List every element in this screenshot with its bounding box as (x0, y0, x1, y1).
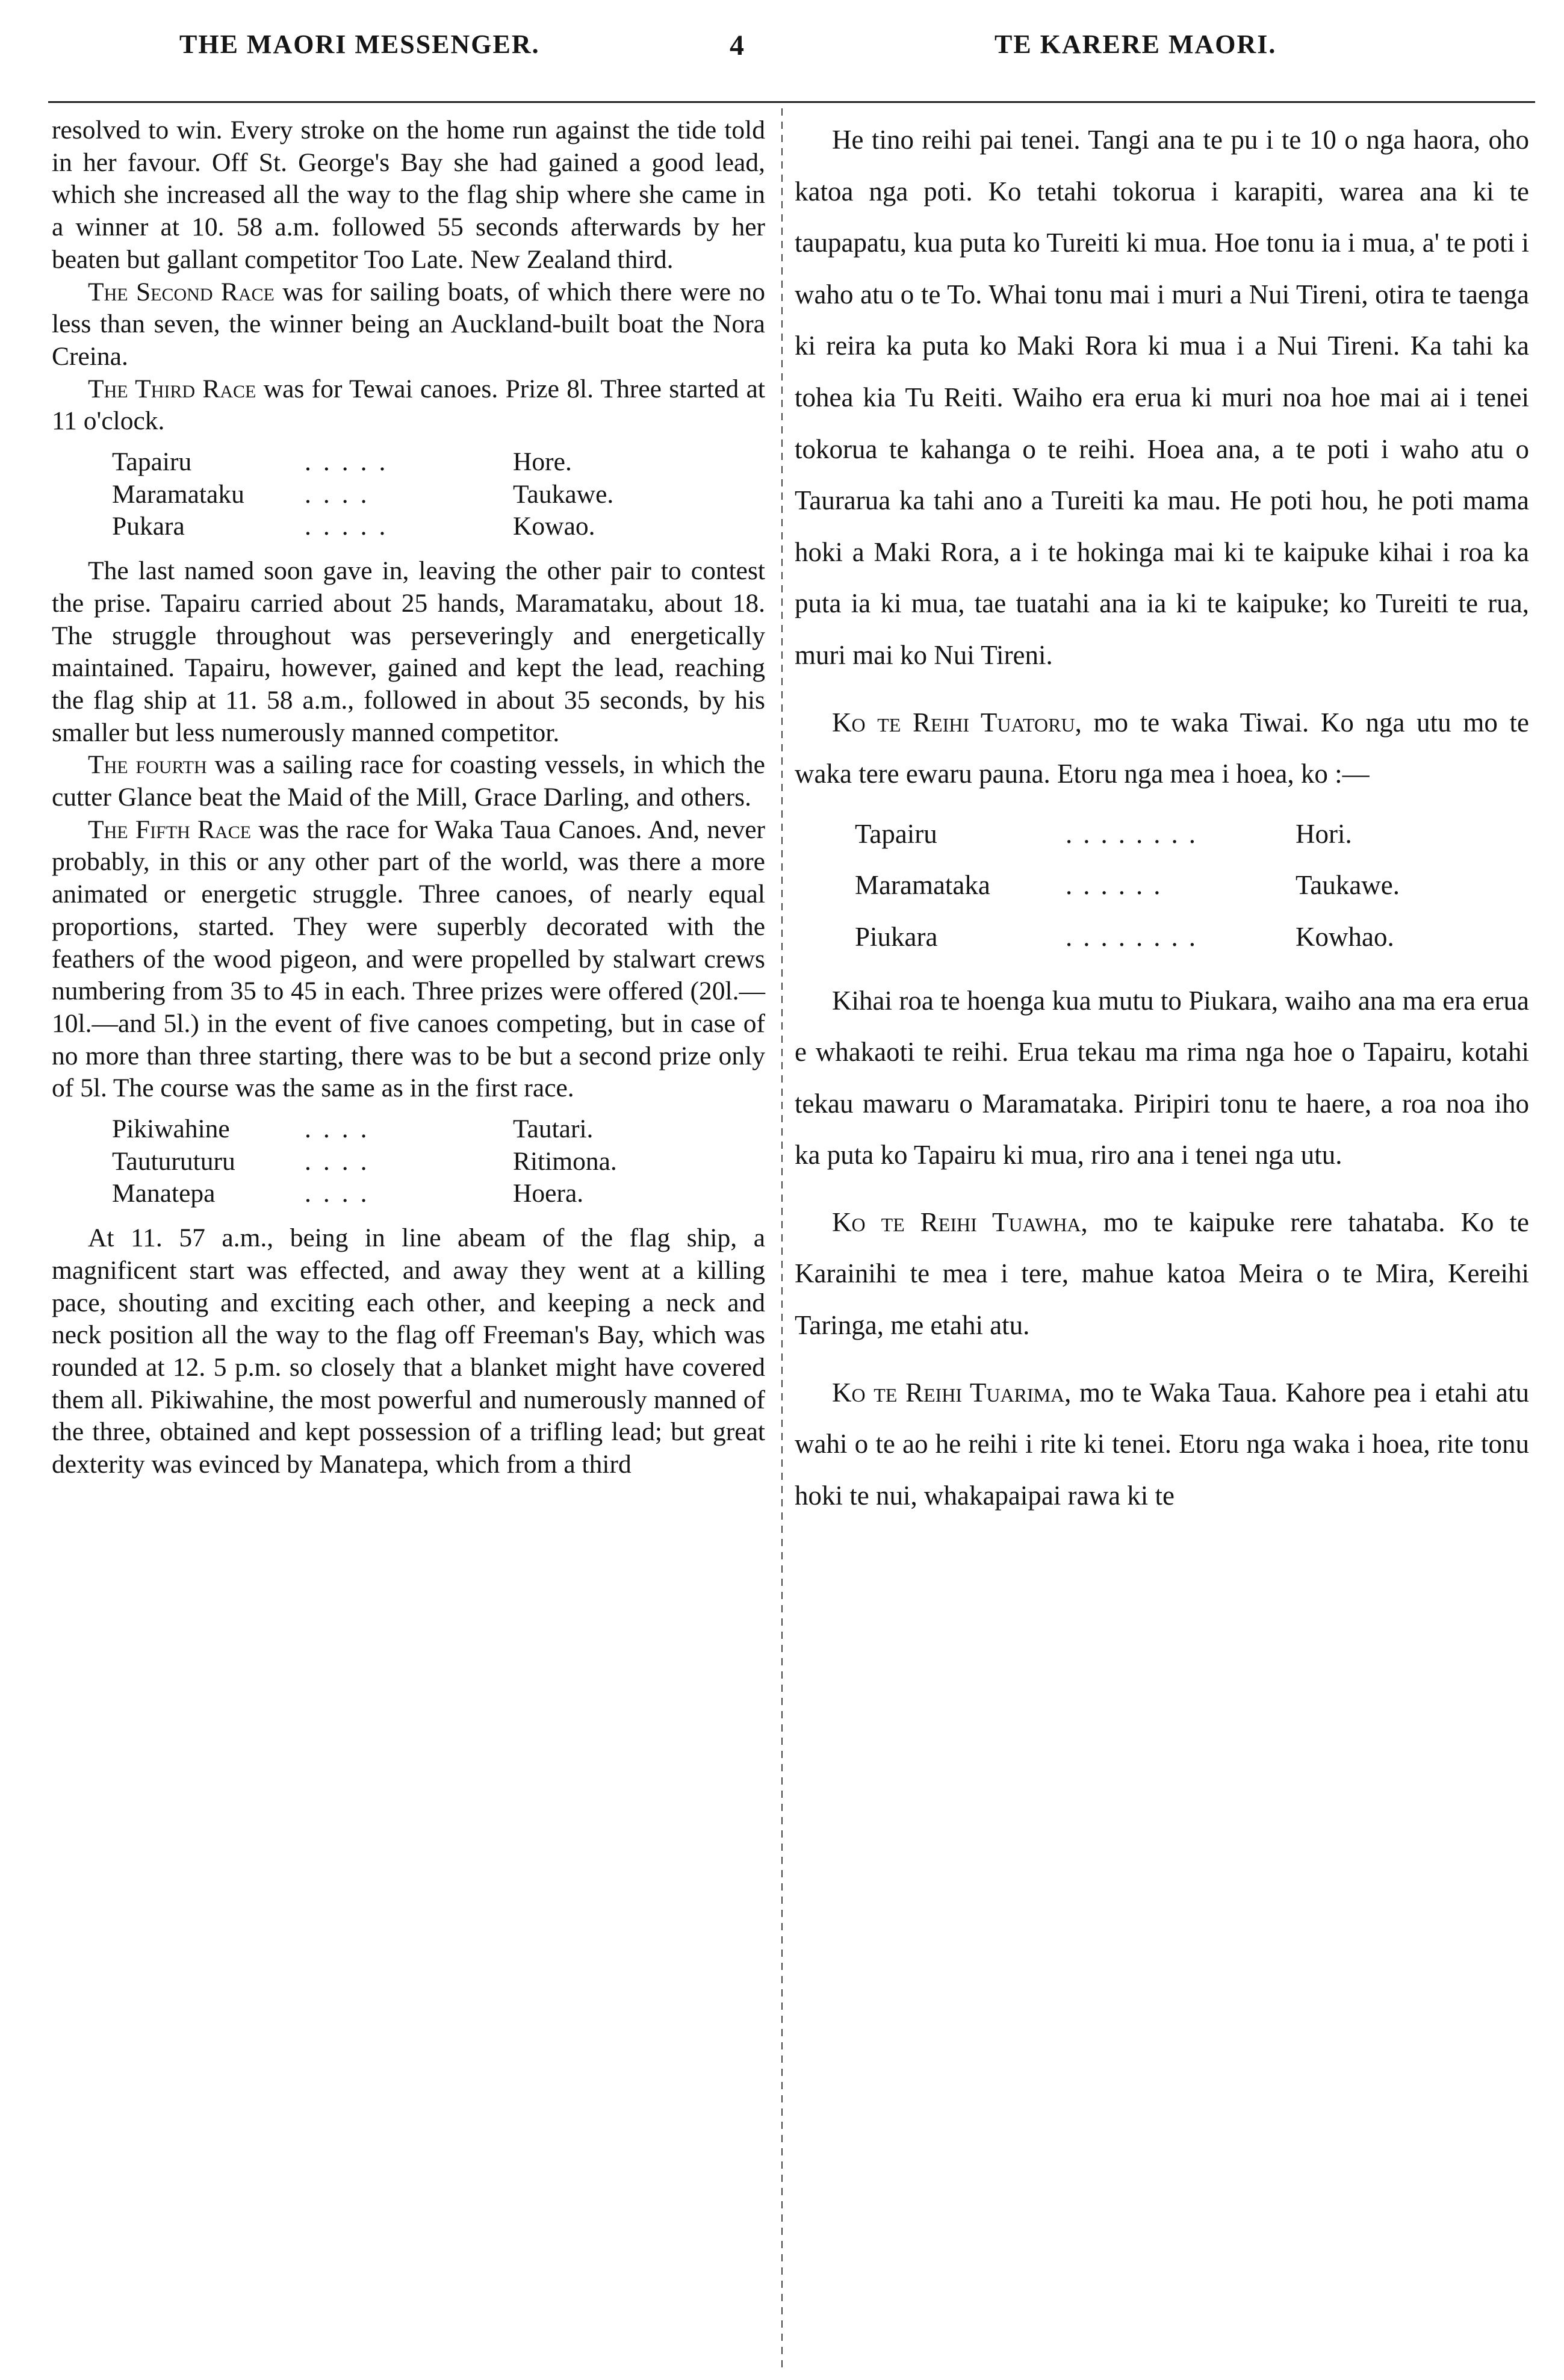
owner-name: Kowhao. (1296, 921, 1394, 952)
third-race-heading: The Third Race (88, 374, 256, 403)
reihi-tuawha-text: , mo te kaipuke rere tahataba. Ko te Karainihi te mea i tere, mahue katoa Meira o te Mira, Kereihi Taringa, me etahi atu. (795, 1207, 1530, 1341)
fifth-race-text: was the race for Waka Taua Canoes. And, never probably, in this or any other part of the world, was there a more animated or energetic struggle. Three canoes, of nearly equal proportions, started. They were superbly decorated with the feathers of the wood pigeon, and were propelled by stalwart crews numbering from 35 to 45 in each. Three prizes were offered (20l.—10l.—and 5l.) in the event of five canoes competing, but in case of no more than three starting, there was to be but a second prize only of 5l. The course was the same as in the first race. (52, 815, 765, 1103)
third-race-paragraph (52, 373, 765, 438)
reihi-tuawha-heading: Ko te Reihi Tuawha (832, 1207, 1081, 1237)
entry-row (52, 511, 765, 543)
english-column (52, 114, 765, 1481)
leader-dots: .... (305, 1114, 379, 1144)
leader-dots: ........ (1066, 921, 1206, 952)
fifth-race-heading: The Fifth Race (88, 815, 252, 844)
entry-row (52, 479, 765, 511)
canoe-name: Maramataku (112, 479, 244, 509)
entry-row (52, 1113, 765, 1146)
canoe-name: Pikiwahine (112, 1114, 230, 1144)
reihi-tuatoru-heading: Ko te Reihi Tuatoru (832, 707, 1075, 738)
owner-name: Ritimona. (513, 1146, 617, 1176)
canoe-name: Manatepa (112, 1179, 216, 1208)
owner-name: Hore. (513, 447, 572, 477)
second-race-paragraph (52, 276, 765, 373)
reihi-tuarima-text: , mo te Waka Taua. Kahore pea i etahi atu wahi o te ao he reihi i rite ki tenei. Etoru nga waka i hoea, rite tonu hoki te nui, whakapaipai rawa ki te (795, 1377, 1530, 1511)
fifth-race-report: At 11. 57 a.m., being in line abeam of the flag ship, a magnificent start was effected, and away they went at a killing pace, shouting and exciting each other, and keeping a neck and neck position all the way to the flag off Freeman's Bay, which was rounded at 12. 5 p.m. so closely that a blanket might have covered them all. Pikiwahine, the most powerful and numerously manned of the three, obtained and kept possession of a trifling lead; but great dexterity was evinced by Manatepa, which from a third (52, 1223, 765, 1479)
reihi-tuatoru-entries (795, 809, 1529, 963)
entry-row (795, 912, 1529, 963)
owner-name: Taukawe. (513, 479, 614, 509)
leader-dots: .... (305, 1146, 379, 1176)
canoe-name: Tapairu (112, 447, 192, 477)
reihi-tuawha-paragraph (795, 1197, 1529, 1352)
owner-name: Hori. (1296, 818, 1352, 849)
owner-name: Tautari. (513, 1114, 594, 1144)
entry-row (52, 1178, 765, 1210)
leader-dots: ..... (305, 447, 398, 477)
owner-name: Kowao. (513, 512, 595, 541)
fourth-race-text: was a sailing race for coasting vessels, in which the cutter Glance beat the Maid of the Mill, Grace Darling, and others. (52, 750, 765, 812)
english-masthead: THE MAORI MESSENGER. (179, 30, 540, 59)
owner-name: Taukawe. (1296, 870, 1400, 901)
entry-row (795, 809, 1529, 860)
page-header (0, 29, 1564, 83)
entry-row (52, 446, 765, 479)
fifth-race-entries (52, 1113, 765, 1210)
leader-dots: .... (305, 479, 379, 509)
entry-row (52, 1146, 765, 1178)
second-race-heading: The Second Race (88, 277, 275, 306)
reihi-tuarima-heading: Ko te Reihi Tuarima (832, 1377, 1065, 1408)
third-race-entries (52, 446, 765, 543)
third-race-text: was for Tewai canoes. Prize 8l. Three started at 11 o'clock. (52, 374, 766, 436)
leader-dots: ...... (1066, 870, 1171, 901)
column-divider (781, 108, 783, 2372)
maori-column (795, 114, 1529, 1521)
english-paragraph-1: resolved to win. Every stroke on the home run against the tide told in her favour. Off St. George's Bay she had gained a good lead, which she increased all the way to the flag ship where she came in a winner at 10. 58 a.m. followed 55 seconds afterwards by her beaten but gallant competitor Too Late. New Zealand third. (52, 116, 765, 274)
third-race-report: The last named soon gave in, leaving the other pair to contest the prise. Tapairu carried about 25 hands, Maramataku, about 18. The struggle throughout was perseveringly and energetically maintained. Tapairu, however, gained and kept the lead, reaching the flag ship at 11. 58 a.m., followed in about 35 seconds, by his smaller but less numerously manned competitor. (52, 556, 765, 747)
reihi-tuatoru-text: , mo te waka Tiwai. Ko nga utu mo te waka tere ewaru pauna. Etoru nga mea i hoea, ko :— (795, 707, 1529, 789)
fourth-race-paragraph (52, 749, 765, 813)
maori-masthead: TE KARERE MAORI. (995, 30, 1277, 59)
second-race-text: was for sailing boats, of which there were no less than seven, the winner being an Auckland-built boat the Nora Creina. (52, 277, 765, 371)
fourth-race-heading: The fourth (88, 750, 207, 780)
reihi-tuarima-paragraph (795, 1367, 1529, 1522)
owner-name: Hoera. (513, 1179, 584, 1208)
waka-name: Tapairu (855, 818, 937, 849)
page-number: 4 (730, 30, 744, 61)
leader-dots: ..... (305, 512, 398, 541)
leader-dots: ........ (1066, 818, 1206, 849)
maori-paragraph-1: He tino reihi pai tenei. Tangi ana te pu i te 10 o nga haora, oho katoa nga poti. Ko tetahi tokorua i karapiti, warea ana ki te taupapatu, kua puta ko Tureiti ki mua. Hoe tonu ia i mua, a' te poti i waho atu o te To. Whai tonu mai i muri a Nui Tireni, otira te taenga ki reira ka puta ko Maki Rora ki mua i a Nui Tireni. Ka tahi ka tohea kia Tu Reiti. Waiho era erua ki muri noa hoe mai ai i tenei tokorua te kahanga o te reihi. Hoea ana, a te poti i waho atu o Taurarua ka tahi ano a Tureiti ka mau. He poti hou, he poti mama hoki a Maki Rora, a i te hokinga mai ki te kaipuke kihai i roa ka puta ia ki mua, tae tuatahi ana ia ki te kaipuke; ko Tureiti te rua, muri mai ko Nui Tireni. (795, 125, 1529, 670)
canoe-name: Pukara (112, 512, 185, 541)
header-rule (48, 101, 1535, 103)
waka-name: Maramataka (855, 870, 990, 901)
reihi-tuatoru-paragraph (795, 697, 1529, 800)
leader-dots: .... (305, 1179, 379, 1208)
fifth-race-paragraph (52, 814, 765, 1105)
reihi-tuatoru-report: Kihai roa te hoenga kua mutu to Piukara, waiho ana ma era erua e whakaoti te reihi. Erua tekau ma rima nga hoe o Tapairu, kotahi tekau mawaru o Maramataka. Piripiri tonu te haere, a roa noa iho ka puta ko Tapairu ki mua, riro ana i tenei nga utu. (795, 985, 1529, 1170)
waka-name: Piukara (855, 921, 938, 952)
entry-row (795, 860, 1529, 912)
canoe-name: Tauturuturu (112, 1146, 235, 1176)
